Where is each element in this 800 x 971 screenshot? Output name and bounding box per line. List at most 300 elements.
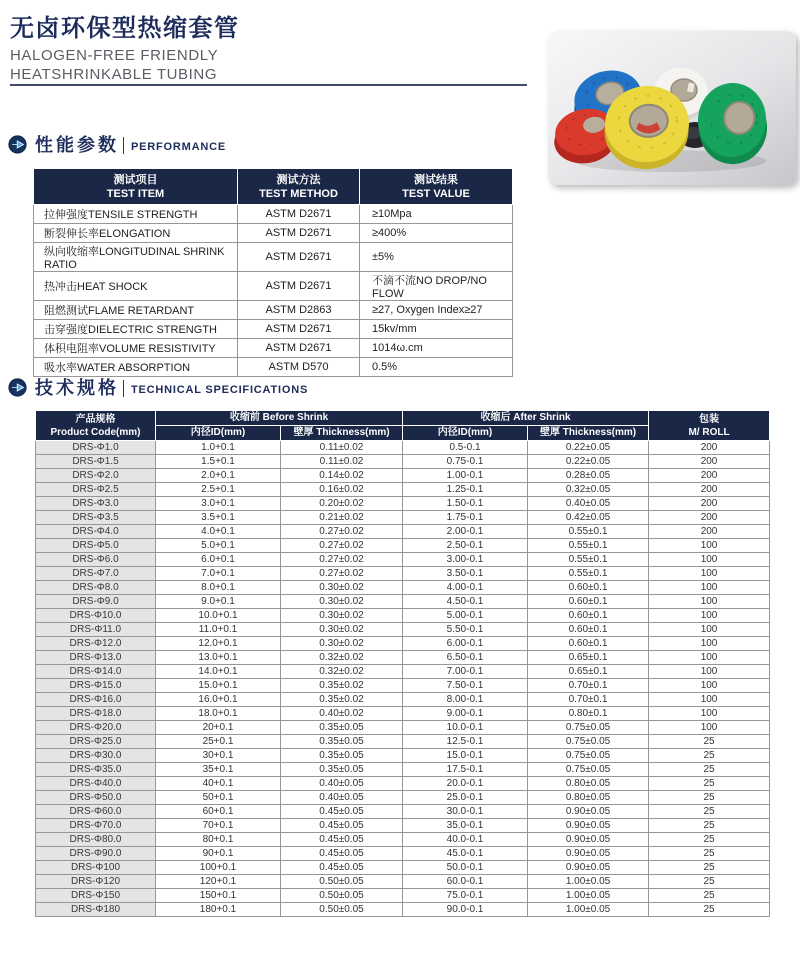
after-id-cell: 17.5-0.1 [403, 763, 528, 777]
before-id-cell: 14.0+0.1 [156, 665, 281, 679]
performance-row [34, 358, 513, 377]
product-code-cell: DRS-Φ10.0 [36, 609, 156, 623]
before-id-cell: 3.5+0.1 [156, 511, 281, 525]
after-id-cell: 3.00-0.1 [403, 553, 528, 567]
performance-table [33, 168, 513, 377]
before-id-cell: 25+0.1 [156, 735, 281, 749]
m-roll-cell: 25 [649, 777, 770, 791]
spec-row [36, 483, 770, 497]
after-id-cell: 50.0-0.1 [403, 861, 528, 875]
header-label-cn: 产品规格 [75, 413, 116, 425]
before-id-cell: 8.0+0.1 [156, 581, 281, 595]
after-thickness-cell: 0.60±0.1 [528, 609, 649, 623]
after-thickness-cell: 0.75±0.05 [528, 721, 649, 735]
after-thickness-cell: 0.60±0.1 [528, 623, 649, 637]
after-thickness-cell: 1.00±0.05 [528, 903, 649, 917]
after-thickness-cell: 0.65±0.1 [528, 665, 649, 679]
before-id-cell: 30+0.1 [156, 749, 281, 763]
header-label-en: Product Code(mm) [50, 426, 141, 438]
before-thickness-cell: 0.16±0.02 [281, 483, 403, 497]
spec-row [36, 861, 770, 875]
header-label-en: TEST ITEM [106, 187, 165, 200]
product-code-cell: DRS-Φ20.0 [36, 721, 156, 735]
after-id-cell: 9.00-0.1 [403, 707, 528, 721]
spec-row [36, 595, 770, 609]
before-thickness-cell: 0.27±0.02 [281, 525, 403, 539]
before-id-cell: 80+0.1 [156, 833, 281, 847]
before-id-cell: 180+0.1 [156, 903, 281, 917]
test-method-cell: ASTM D570 [238, 358, 360, 377]
before-thickness-cell: 0.35±0.05 [281, 749, 403, 763]
product-code-cell: DRS-Φ25.0 [36, 735, 156, 749]
m-roll-cell: 100 [649, 665, 770, 679]
col-m-roll [649, 411, 770, 441]
test-value-cell: ≥400% [360, 224, 513, 243]
product-code-cell: DRS-Φ35.0 [36, 763, 156, 777]
before-id-cell: 2.0+0.1 [156, 469, 281, 483]
section-title-separator [123, 380, 124, 397]
product-code-cell: DRS-Φ120 [36, 875, 156, 889]
before-id-cell: 13.0+0.1 [156, 651, 281, 665]
before-id-cell: 4.0+0.1 [156, 525, 281, 539]
product-code-cell: DRS-Φ18.0 [36, 707, 156, 721]
product-code-cell: DRS-Φ5.0 [36, 539, 156, 553]
before-thickness-cell: 0.27±0.02 [281, 553, 403, 567]
header-label-cn: 测试项目 [113, 173, 158, 186]
before-id-cell: 50+0.1 [156, 791, 281, 805]
after-id-cell: 1.00-0.1 [403, 469, 528, 483]
specifications-table [35, 410, 770, 917]
test-method-cell: ASTM D2671 [238, 320, 360, 339]
product-code-cell: DRS-Φ70.0 [36, 819, 156, 833]
product-code-cell: DRS-Φ40.0 [36, 777, 156, 791]
spec-row [36, 693, 770, 707]
spec-row [36, 875, 770, 889]
test-method-cell: ASTM D2671 [238, 224, 360, 243]
m-roll-cell: 200 [649, 455, 770, 469]
product-code-cell: DRS-Φ9.0 [36, 595, 156, 609]
test-item-cell: 纵向收缩率LONGITUDINAL SHRINK RATIO [34, 243, 238, 272]
m-roll-cell: 100 [649, 553, 770, 567]
before-id-cell: 1.0+0.1 [156, 441, 281, 455]
product-code-cell: DRS-Φ4.0 [36, 525, 156, 539]
m-roll-cell: 25 [649, 847, 770, 861]
before-id-cell: 70+0.1 [156, 819, 281, 833]
product-code-cell: DRS-Φ3.5 [36, 511, 156, 525]
after-id-cell: 7.50-0.1 [403, 679, 528, 693]
after-id-cell: 1.50-0.1 [403, 497, 528, 511]
test-item-cell: 击穿强度DIELECTRIC STRENGTH [34, 320, 238, 339]
before-thickness-cell: 0.45±0.05 [281, 805, 403, 819]
m-roll-cell: 25 [649, 749, 770, 763]
before-id-cell: 16.0+0.1 [156, 693, 281, 707]
before-thickness-cell: 0.30±0.02 [281, 623, 403, 637]
m-roll-cell: 100 [649, 707, 770, 721]
product-code-cell: DRS-Φ150 [36, 889, 156, 903]
before-thickness-cell: 0.30±0.02 [281, 637, 403, 651]
m-roll-cell: 25 [649, 833, 770, 847]
product-code-cell: DRS-Φ15.0 [36, 679, 156, 693]
after-id-cell: 45.0-0.1 [403, 847, 528, 861]
after-thickness-cell: 0.90±0.05 [528, 819, 649, 833]
m-roll-cell: 25 [649, 763, 770, 777]
before-thickness-cell: 0.35±0.05 [281, 735, 403, 749]
after-id-cell: 60.0-0.1 [403, 875, 528, 889]
spec-row [36, 441, 770, 455]
before-thickness-cell: 0.40±0.05 [281, 791, 403, 805]
before-id-cell: 150+0.1 [156, 889, 281, 903]
after-id-cell: 0.75-0.1 [403, 455, 528, 469]
col-test-method [238, 169, 360, 205]
m-roll-cell: 100 [649, 679, 770, 693]
before-id-cell: 35+0.1 [156, 763, 281, 777]
m-roll-cell: 100 [649, 567, 770, 581]
spec-row [36, 763, 770, 777]
after-id-cell: 2.00-0.1 [403, 525, 528, 539]
section-title-en: PERFORMANCE [131, 141, 226, 153]
after-id-cell: 30.0-0.1 [403, 805, 528, 819]
product-code-cell: DRS-Φ100 [36, 861, 156, 875]
spec-row [36, 497, 770, 511]
before-id-cell: 40+0.1 [156, 777, 281, 791]
test-value-cell: 15kv/mm [360, 320, 513, 339]
after-id-cell: 8.00-0.1 [403, 693, 528, 707]
after-id-cell: 20.0-0.1 [403, 777, 528, 791]
before-thickness-cell: 0.50±0.05 [281, 903, 403, 917]
section-title-cn: 技术规格 [35, 378, 119, 398]
test-method-cell: ASTM D2863 [238, 301, 360, 320]
after-id-cell: 15.0-0.1 [403, 749, 528, 763]
before-thickness-cell: 0.50±0.05 [281, 889, 403, 903]
col-before-id: 内径ID(mm) [156, 426, 281, 441]
after-thickness-cell: 0.60±0.1 [528, 581, 649, 595]
spec-row [36, 735, 770, 749]
after-thickness-cell: 0.70±0.1 [528, 679, 649, 693]
product-code-cell: DRS-Φ16.0 [36, 693, 156, 707]
before-thickness-cell: 0.21±0.02 [281, 511, 403, 525]
after-id-cell: 10.0-0.1 [403, 721, 528, 735]
before-id-cell: 120+0.1 [156, 875, 281, 889]
after-thickness-cell: 0.55±0.1 [528, 539, 649, 553]
m-roll-cell: 100 [649, 581, 770, 595]
before-id-cell: 18.0+0.1 [156, 707, 281, 721]
m-roll-cell: 25 [649, 805, 770, 819]
after-thickness-cell: 0.60±0.1 [528, 637, 649, 651]
performance-row [34, 272, 513, 301]
header-label-en: M/ ROLL [688, 426, 730, 438]
after-id-cell: 1.75-0.1 [403, 511, 528, 525]
header-label-en: TEST METHOD [259, 187, 338, 200]
col-before-thickness: 壁厚 Thickness(mm) [281, 426, 403, 441]
col-before-shrink: 收缩前 Before Shrink [156, 411, 403, 426]
test-item-cell: 体积电阻率VOLUME RESISTIVITY [34, 339, 238, 358]
spec-row [36, 511, 770, 525]
subtitle-line1: HALOGEN-FREE FRIENDLY [10, 47, 219, 64]
after-thickness-cell: 0.32±0.05 [528, 483, 649, 497]
after-id-cell: 25.0-0.1 [403, 791, 528, 805]
before-thickness-cell: 0.35±0.02 [281, 679, 403, 693]
page-title: 无卤环保型热缩套管 [10, 15, 240, 42]
m-roll-cell: 200 [649, 483, 770, 497]
after-thickness-cell: 0.60±0.1 [528, 595, 649, 609]
m-roll-cell: 100 [649, 595, 770, 609]
spec-row [36, 539, 770, 553]
header-divider [10, 84, 527, 86]
before-id-cell: 11.0+0.1 [156, 623, 281, 637]
before-thickness-cell: 0.50±0.05 [281, 875, 403, 889]
m-roll-cell: 25 [649, 903, 770, 917]
after-id-cell: 4.00-0.1 [403, 581, 528, 595]
before-thickness-cell: 0.20±0.02 [281, 497, 403, 511]
after-id-cell: 5.00-0.1 [403, 609, 528, 623]
test-method-cell: ASTM D2671 [238, 272, 360, 301]
product-code-cell: DRS-Φ3.0 [36, 497, 156, 511]
after-id-cell: 7.00-0.1 [403, 665, 528, 679]
product-photo [548, 31, 796, 185]
subtitle-line2: HEATSHRINKABLE TUBING [10, 66, 218, 83]
after-id-cell: 75.0-0.1 [403, 889, 528, 903]
after-thickness-cell: 0.90±0.05 [528, 833, 649, 847]
section-title-en: TECHNICAL SPECIFICATIONS [131, 384, 309, 396]
m-roll-cell: 200 [649, 497, 770, 511]
after-id-cell: 0.5-0.1 [403, 441, 528, 455]
before-id-cell: 7.0+0.1 [156, 567, 281, 581]
after-thickness-cell: 0.90±0.05 [528, 861, 649, 875]
spec-row [36, 721, 770, 735]
spec-row [36, 581, 770, 595]
before-thickness-cell: 0.35±0.05 [281, 763, 403, 777]
before-thickness-cell: 0.14±0.02 [281, 469, 403, 483]
m-roll-cell: 25 [649, 819, 770, 833]
performance-row [34, 301, 513, 320]
product-code-cell: DRS-Φ90.0 [36, 847, 156, 861]
test-value-cell: ±5% [360, 243, 513, 272]
section-title-separator [123, 137, 124, 154]
m-roll-cell: 100 [649, 721, 770, 735]
before-thickness-cell: 0.45±0.05 [281, 861, 403, 875]
col-product-code [36, 411, 156, 441]
performance-section-header [8, 133, 226, 155]
performance-row [34, 243, 513, 272]
test-value-cell: ≥10Mpa [360, 205, 513, 224]
col-after-thickness: 壁厚 Thickness(mm) [528, 426, 649, 441]
before-id-cell: 15.0+0.1 [156, 679, 281, 693]
header-label-en: TEST VALUE [402, 187, 470, 200]
m-roll-cell: 100 [649, 609, 770, 623]
product-code-cell: DRS-Φ8.0 [36, 581, 156, 595]
spec-row [36, 847, 770, 861]
spec-row [36, 791, 770, 805]
test-item-cell: 拉伸强度TENSILE STRENGTH [34, 205, 238, 224]
after-id-cell: 6.50-0.1 [403, 651, 528, 665]
after-thickness-cell: 0.22±0.05 [528, 441, 649, 455]
before-thickness-cell: 0.45±0.05 [281, 833, 403, 847]
spec-row [36, 469, 770, 483]
product-code-cell: DRS-Φ50.0 [36, 791, 156, 805]
before-thickness-cell: 0.35±0.05 [281, 721, 403, 735]
before-thickness-cell: 0.27±0.02 [281, 567, 403, 581]
before-thickness-cell: 0.45±0.05 [281, 847, 403, 861]
before-id-cell: 60+0.1 [156, 805, 281, 819]
m-roll-cell: 200 [649, 525, 770, 539]
m-roll-cell: 100 [649, 651, 770, 665]
specs-header-row-1 [36, 411, 770, 426]
before-id-cell: 10.0+0.1 [156, 609, 281, 623]
performance-header-row [34, 169, 513, 205]
m-roll-cell: 200 [649, 441, 770, 455]
header-label-cn: 包装 [699, 413, 720, 425]
before-thickness-cell: 0.30±0.02 [281, 595, 403, 609]
arrow-circle-icon [8, 378, 27, 397]
test-item-cell: 阻燃测试FLAME RETARDANT [34, 301, 238, 320]
after-id-cell: 90.0-0.1 [403, 903, 528, 917]
header-label-cn: 测试方法 [276, 173, 321, 186]
m-roll-cell: 25 [649, 791, 770, 805]
before-thickness-cell: 0.32±0.02 [281, 665, 403, 679]
page-subtitle [10, 46, 218, 84]
spec-row [36, 623, 770, 637]
specs-section-header [8, 376, 308, 398]
after-thickness-cell: 1.00±0.05 [528, 875, 649, 889]
spec-row [36, 889, 770, 903]
m-roll-cell: 100 [649, 637, 770, 651]
m-roll-cell: 100 [649, 623, 770, 637]
before-id-cell: 3.0+0.1 [156, 497, 281, 511]
after-id-cell: 3.50-0.1 [403, 567, 528, 581]
test-item-cell: 断裂伸长率ELONGATION [34, 224, 238, 243]
test-item-cell: 吸水率WATER ABSORPTION [34, 358, 238, 377]
test-value-cell: ≥27, Oxygen Index≥27 [360, 301, 513, 320]
before-id-cell: 100+0.1 [156, 861, 281, 875]
header-label-cn: 测试结果 [414, 173, 458, 186]
after-thickness-cell: 0.70±0.1 [528, 693, 649, 707]
spec-row [36, 665, 770, 679]
m-roll-cell: 25 [649, 861, 770, 875]
spec-row [36, 525, 770, 539]
before-thickness-cell: 0.32±0.02 [281, 651, 403, 665]
m-roll-cell: 25 [649, 875, 770, 889]
spec-row [36, 637, 770, 651]
m-roll-cell: 100 [649, 693, 770, 707]
before-thickness-cell: 0.30±0.02 [281, 609, 403, 623]
product-code-cell: DRS-Φ60.0 [36, 805, 156, 819]
before-id-cell: 9.0+0.1 [156, 595, 281, 609]
after-thickness-cell: 1.00±0.05 [528, 889, 649, 903]
after-id-cell: 5.50-0.1 [403, 623, 528, 637]
after-thickness-cell: 0.90±0.05 [528, 847, 649, 861]
product-code-cell: DRS-Φ1.5 [36, 455, 156, 469]
before-id-cell: 20+0.1 [156, 721, 281, 735]
col-test-item [34, 169, 238, 205]
m-roll-cell: 200 [649, 511, 770, 525]
after-thickness-cell: 0.80±0.1 [528, 707, 649, 721]
after-thickness-cell: 0.55±0.1 [528, 553, 649, 567]
spec-row [36, 651, 770, 665]
before-thickness-cell: 0.40±0.02 [281, 707, 403, 721]
after-thickness-cell: 0.80±0.05 [528, 791, 649, 805]
performance-row [34, 224, 513, 243]
spec-row [36, 819, 770, 833]
performance-row [34, 205, 513, 224]
after-thickness-cell: 0.55±0.1 [528, 567, 649, 581]
spec-row [36, 707, 770, 721]
product-code-cell: DRS-Φ12.0 [36, 637, 156, 651]
spec-row [36, 455, 770, 469]
after-thickness-cell: 0.40±0.05 [528, 497, 649, 511]
after-thickness-cell: 0.75±0.05 [528, 749, 649, 763]
spec-row [36, 553, 770, 567]
after-id-cell: 4.50-0.1 [403, 595, 528, 609]
before-id-cell: 90+0.1 [156, 847, 281, 861]
after-thickness-cell: 0.55±0.1 [528, 525, 649, 539]
product-code-cell: DRS-Φ2.5 [36, 483, 156, 497]
spec-row [36, 567, 770, 581]
spec-row [36, 777, 770, 791]
test-value-cell: 不滴不流NO DROP/NO FLOW [360, 272, 513, 301]
before-id-cell: 5.0+0.1 [156, 539, 281, 553]
product-code-cell: DRS-Φ6.0 [36, 553, 156, 567]
test-method-cell: ASTM D2671 [238, 243, 360, 272]
after-id-cell: 35.0-0.1 [403, 819, 528, 833]
after-id-cell: 12.5-0.1 [403, 735, 528, 749]
spec-row [36, 833, 770, 847]
before-thickness-cell: 0.40±0.05 [281, 777, 403, 791]
arrow-circle-icon [8, 135, 27, 154]
before-id-cell: 6.0+0.1 [156, 553, 281, 567]
test-method-cell: ASTM D2671 [238, 205, 360, 224]
performance-row [34, 320, 513, 339]
product-code-cell: DRS-Φ30.0 [36, 749, 156, 763]
col-after-id: 内径ID(mm) [403, 426, 528, 441]
after-thickness-cell: 0.65±0.1 [528, 651, 649, 665]
spec-row [36, 609, 770, 623]
m-roll-cell: 25 [649, 735, 770, 749]
after-thickness-cell: 0.28±0.05 [528, 469, 649, 483]
product-code-cell: DRS-Φ14.0 [36, 665, 156, 679]
before-id-cell: 1.5+0.1 [156, 455, 281, 469]
spec-row [36, 679, 770, 693]
m-roll-cell: 200 [649, 469, 770, 483]
m-roll-cell: 25 [649, 889, 770, 903]
before-thickness-cell: 0.11±0.02 [281, 455, 403, 469]
product-code-cell: DRS-Φ80.0 [36, 833, 156, 847]
test-value-cell: 0.5% [360, 358, 513, 377]
performance-row [34, 339, 513, 358]
after-thickness-cell: 0.75±0.05 [528, 735, 649, 749]
after-id-cell: 40.0-0.1 [403, 833, 528, 847]
spec-row [36, 749, 770, 763]
before-id-cell: 2.5+0.1 [156, 483, 281, 497]
after-thickness-cell: 0.22±0.05 [528, 455, 649, 469]
after-thickness-cell: 0.42±0.05 [528, 511, 649, 525]
after-id-cell: 6.00-0.1 [403, 637, 528, 651]
test-value-cell: 1014ω.cm [360, 339, 513, 358]
col-after-shrink: 收缩后 After Shrink [403, 411, 649, 426]
before-thickness-cell: 0.11±0.02 [281, 441, 403, 455]
after-thickness-cell: 0.90±0.05 [528, 805, 649, 819]
after-id-cell: 1.25-0.1 [403, 483, 528, 497]
spec-row [36, 903, 770, 917]
after-thickness-cell: 0.75±0.05 [528, 763, 649, 777]
after-id-cell: 2.50-0.1 [403, 539, 528, 553]
product-code-cell: DRS-Φ7.0 [36, 567, 156, 581]
before-thickness-cell: 0.30±0.02 [281, 581, 403, 595]
m-roll-cell: 100 [649, 539, 770, 553]
col-test-value [360, 169, 513, 205]
spec-row [36, 805, 770, 819]
section-title-cn: 性能参数 [35, 135, 119, 155]
test-item-cell: 热冲击HEAT SHOCK [34, 272, 238, 301]
